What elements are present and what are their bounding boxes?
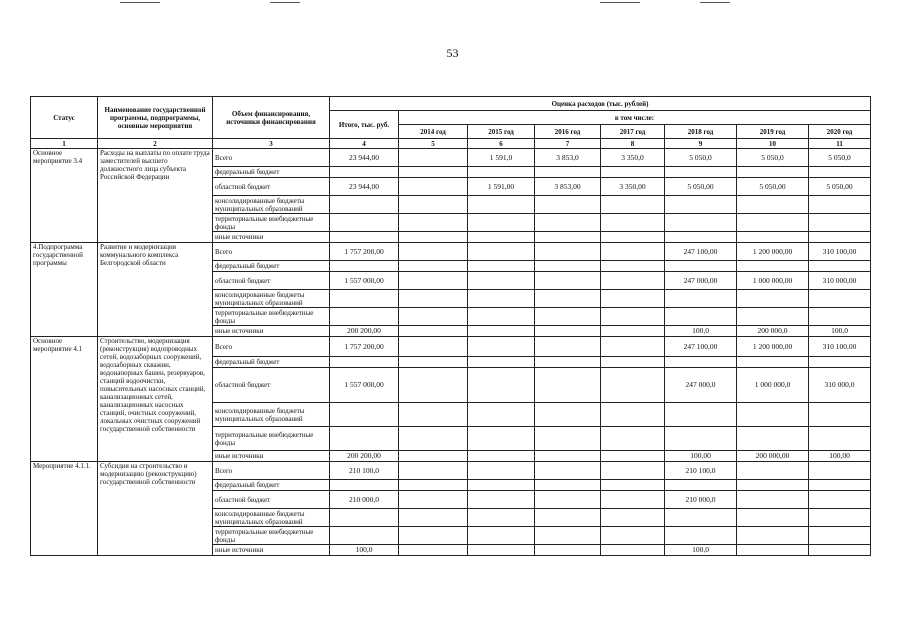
col-number: 9 [665, 139, 737, 149]
scan-edge-line [600, 2, 640, 3]
year-value [737, 214, 809, 232]
funding-source: иные источники [213, 545, 330, 556]
year-value [737, 167, 809, 178]
year-value [468, 196, 535, 214]
total-value [330, 290, 399, 308]
funding-source: иные источники [213, 232, 330, 243]
year-value: 210 100,0 [665, 462, 737, 480]
year-value [601, 167, 665, 178]
year-header: 2014 год [399, 125, 468, 139]
col-number: 1 [31, 139, 98, 149]
total-value [330, 167, 399, 178]
year-value [665, 261, 737, 272]
year-value: 100,0 [665, 326, 737, 337]
year-value: 310 000,00 [809, 272, 871, 290]
year-value: 210 000,0 [665, 491, 737, 509]
year-value: 100,0 [665, 545, 737, 556]
year-value: 247 100,00 [665, 337, 737, 357]
year-value [468, 232, 535, 243]
year-value [809, 480, 871, 491]
page-number: 53 [446, 46, 459, 60]
year-value [535, 527, 601, 545]
year-value [601, 261, 665, 272]
total-value [330, 214, 399, 232]
year-value [737, 491, 809, 509]
year-value [535, 427, 601, 451]
year-value [535, 509, 601, 527]
funding-source: федеральный бюджет [213, 480, 330, 491]
year-value [601, 509, 665, 527]
col-number: 7 [535, 139, 601, 149]
year-value [468, 326, 535, 337]
year-value [399, 509, 468, 527]
year-value [601, 480, 665, 491]
year-value [399, 368, 468, 403]
col-header-estimate: Оценка расходов (тыс. рублей) [330, 97, 871, 111]
funding-source: областной бюджет [213, 178, 330, 196]
year-value [809, 214, 871, 232]
funding-source: территориальные внебюджетные фонды [213, 308, 330, 326]
year-value [399, 357, 468, 368]
year-value [809, 261, 871, 272]
year-value [535, 308, 601, 326]
row-name: Строительство, модернизация (реконструкция) водопроводных сетей, водозаборных сооружений, водозаборных скважин, водонапорных башен, резервуаров, станций водоочистки, повысительных насосных станций, канализационных сетей, канализационных насосных станций, очистных сооружений, локальных очистных сооружений государственной собственности [98, 337, 213, 462]
total-value: 210 000,0 [330, 491, 399, 509]
year-value [468, 357, 535, 368]
year-value [601, 196, 665, 214]
year-header: 2020 год [809, 125, 871, 139]
funding-source: областной бюджет [213, 368, 330, 403]
year-value [399, 545, 468, 556]
year-value: 310 000,0 [809, 368, 871, 403]
funding-source: территориальные внебюджетные фонды [213, 427, 330, 451]
year-value: 5 050,0 [665, 149, 737, 167]
year-value [809, 509, 871, 527]
year-value [468, 527, 535, 545]
year-value: 247 000,0 [665, 368, 737, 403]
year-value [535, 196, 601, 214]
year-value [809, 357, 871, 368]
year-value [665, 509, 737, 527]
year-value [399, 232, 468, 243]
year-value: 200 000,00 [737, 451, 809, 462]
year-value: 247 100,00 [665, 243, 737, 261]
year-value [399, 178, 468, 196]
year-value: 1 000 000,0 [737, 368, 809, 403]
year-value [399, 261, 468, 272]
total-value [330, 509, 399, 527]
total-value: 1 557 000,00 [330, 272, 399, 290]
funding-source: консолидированные бюджеты муниципальных образований [213, 196, 330, 214]
year-value [737, 462, 809, 480]
year-value [737, 261, 809, 272]
year-value [468, 509, 535, 527]
funding-source: Всего [213, 337, 330, 357]
total-value: 200 200,00 [330, 326, 399, 337]
year-value [737, 290, 809, 308]
row-status: Основное мероприятие 3.4 [31, 149, 98, 243]
funding-source: Всего [213, 243, 330, 261]
year-value: 5 050,00 [737, 178, 809, 196]
year-value [809, 167, 871, 178]
col-number: 10 [737, 139, 809, 149]
year-value: 5 050,00 [809, 178, 871, 196]
year-value [737, 403, 809, 427]
year-value [601, 462, 665, 480]
year-value [535, 243, 601, 261]
total-value [330, 308, 399, 326]
year-header: 2019 год [737, 125, 809, 139]
year-value [535, 545, 601, 556]
year-value [665, 290, 737, 308]
row-name: Субсидия на строительство и модернизацию (реконструкцию) государственной собственности [98, 462, 213, 556]
year-value [468, 403, 535, 427]
year-value [601, 527, 665, 545]
year-value [399, 326, 468, 337]
year-value [809, 196, 871, 214]
year-value [468, 462, 535, 480]
year-value: 5 050,0 [809, 149, 871, 167]
total-value: 1 757 200,00 [330, 337, 399, 357]
year-value [535, 491, 601, 509]
year-value: 1 200 000,00 [737, 337, 809, 357]
year-value [399, 149, 468, 167]
total-value [330, 527, 399, 545]
year-value [468, 337, 535, 357]
total-value: 23 944,00 [330, 178, 399, 196]
col-number: 3 [213, 139, 330, 149]
year-value [601, 451, 665, 462]
year-value [601, 491, 665, 509]
total-value [330, 232, 399, 243]
scan-edge-line [700, 2, 730, 3]
year-value [809, 290, 871, 308]
funding-source: Всего [213, 462, 330, 480]
row-status: 4.Подпрограмма государственной программы [31, 243, 98, 337]
col-number: 6 [468, 139, 535, 149]
year-value: 310 100,00 [809, 337, 871, 357]
year-value [601, 427, 665, 451]
funding-source: территориальные внебюджетные фонды [213, 214, 330, 232]
col-header-including: в том числе: [399, 111, 871, 125]
col-header-status: Статус [31, 97, 98, 139]
year-value [737, 509, 809, 527]
year-value [468, 243, 535, 261]
year-value [665, 214, 737, 232]
col-number: 11 [809, 139, 871, 149]
year-value [468, 545, 535, 556]
total-value [330, 480, 399, 491]
year-value [737, 357, 809, 368]
year-value: 1 591,0 [468, 149, 535, 167]
year-value: 3 853,0 [535, 149, 601, 167]
year-value [601, 232, 665, 243]
year-value [399, 491, 468, 509]
year-value [737, 308, 809, 326]
year-value [468, 308, 535, 326]
funding-source: федеральный бюджет [213, 167, 330, 178]
funding-source: Всего [213, 149, 330, 167]
year-value [535, 167, 601, 178]
year-value [665, 357, 737, 368]
col-number: 8 [601, 139, 665, 149]
year-value [665, 196, 737, 214]
col-header-volume: Объем финансирования, источники финансирования [213, 97, 330, 139]
year-value [399, 480, 468, 491]
year-value [399, 290, 468, 308]
year-value [399, 214, 468, 232]
year-value [535, 403, 601, 427]
year-value [468, 290, 535, 308]
year-header: 2018 год [665, 125, 737, 139]
year-value [809, 403, 871, 427]
year-value [737, 527, 809, 545]
year-value [535, 214, 601, 232]
column-number-row [31, 139, 871, 149]
total-value [330, 357, 399, 368]
funding-source: федеральный бюджет [213, 357, 330, 368]
year-value: 100,00 [665, 451, 737, 462]
table-row [31, 337, 871, 357]
year-value [737, 232, 809, 243]
row-name: Расходы на выплаты по оплате труда заместителей высшего должностного лица субъекта Российской Федерации [98, 149, 213, 243]
year-value [809, 232, 871, 243]
year-value [601, 326, 665, 337]
scan-edge-line [120, 2, 160, 3]
year-value [809, 462, 871, 480]
year-value [399, 527, 468, 545]
year-value [399, 272, 468, 290]
year-value [468, 491, 535, 509]
year-value [468, 272, 535, 290]
year-header: 2015 год [468, 125, 535, 139]
year-value: 100,0 [809, 326, 871, 337]
year-value [809, 545, 871, 556]
expenditure-table [30, 96, 871, 556]
col-number: 2 [98, 139, 213, 149]
year-value [535, 451, 601, 462]
year-value [601, 272, 665, 290]
year-value [535, 272, 601, 290]
table-row [31, 149, 871, 167]
funding-source: консолидированные бюджеты муниципальных образований [213, 509, 330, 527]
year-value: 1 200 000,00 [737, 243, 809, 261]
funding-source: федеральный бюджет [213, 261, 330, 272]
year-value [535, 357, 601, 368]
year-value [399, 451, 468, 462]
year-header: 2017 год [601, 125, 665, 139]
year-value [665, 480, 737, 491]
year-value: 100,00 [809, 451, 871, 462]
year-value [601, 243, 665, 261]
year-value: 310 100,00 [809, 243, 871, 261]
year-value: 200 000,0 [737, 326, 809, 337]
year-value [535, 326, 601, 337]
row-name: Развитие и модернизация коммунального комплекса Белгородской области [98, 243, 213, 337]
total-value: 210 100,0 [330, 462, 399, 480]
col-header-total: Итого, тыс. руб. [330, 111, 399, 139]
year-value [665, 167, 737, 178]
year-value [737, 427, 809, 451]
col-number: 5 [399, 139, 468, 149]
year-value [601, 290, 665, 308]
year-value: 247 000,00 [665, 272, 737, 290]
year-value: 3 350,00 [601, 178, 665, 196]
year-value [399, 196, 468, 214]
funding-source: консолидированные бюджеты муниципальных образований [213, 290, 330, 308]
total-value: 23 944,00 [330, 149, 399, 167]
year-value [399, 462, 468, 480]
year-value [468, 427, 535, 451]
funding-source: территориальные внебюджетные фонды [213, 527, 330, 545]
year-header: 2016 год [535, 125, 601, 139]
year-value [468, 261, 535, 272]
total-value: 100,0 [330, 545, 399, 556]
year-value [601, 308, 665, 326]
year-value [535, 337, 601, 357]
year-value [809, 308, 871, 326]
year-value [601, 337, 665, 357]
year-value [601, 403, 665, 427]
scan-edge-line [270, 2, 300, 3]
table-row [31, 243, 871, 261]
total-value: 1 757 200,00 [330, 243, 399, 261]
table-row [31, 462, 871, 480]
year-value [535, 232, 601, 243]
col-header-name: Наименование государственной программы, подпрограммы, основные мероприятия [98, 97, 213, 139]
year-value [601, 545, 665, 556]
year-value [468, 451, 535, 462]
total-value [330, 427, 399, 451]
year-value [468, 480, 535, 491]
year-value [399, 337, 468, 357]
year-value: 3 853,00 [535, 178, 601, 196]
total-value [330, 196, 399, 214]
funding-source: консолидированные бюджеты муниципальных образований [213, 403, 330, 427]
year-value [535, 480, 601, 491]
year-value [535, 462, 601, 480]
year-value [468, 167, 535, 178]
year-value [399, 308, 468, 326]
year-value [809, 527, 871, 545]
year-value [535, 261, 601, 272]
year-value [535, 290, 601, 308]
year-value: 5 050,00 [665, 178, 737, 196]
year-value [535, 368, 601, 403]
funding-source: иные источники [213, 326, 330, 337]
year-value [468, 214, 535, 232]
year-value [665, 427, 737, 451]
year-value [399, 167, 468, 178]
year-value [601, 214, 665, 232]
year-value [737, 545, 809, 556]
year-value [809, 491, 871, 509]
row-status: Мероприятие 4.1.1. [31, 462, 98, 556]
total-value [330, 403, 399, 427]
funding-source: областной бюджет [213, 272, 330, 290]
year-value [809, 427, 871, 451]
year-value [737, 480, 809, 491]
year-value [601, 368, 665, 403]
year-value [665, 403, 737, 427]
year-value [468, 368, 535, 403]
year-value [737, 196, 809, 214]
funding-source: иные источники [213, 451, 330, 462]
year-value [601, 357, 665, 368]
table-body [31, 149, 871, 556]
funding-source: областной бюджет [213, 491, 330, 509]
year-value: 5 050,0 [737, 149, 809, 167]
year-value [399, 243, 468, 261]
total-value [330, 261, 399, 272]
col-number: 4 [330, 139, 399, 149]
total-value: 1 557 000,00 [330, 368, 399, 403]
year-value [665, 232, 737, 243]
row-status: Основное мероприятие 4.1 [31, 337, 98, 462]
year-value: 1 591,00 [468, 178, 535, 196]
year-value [665, 527, 737, 545]
year-value [399, 403, 468, 427]
year-value: 3 350,0 [601, 149, 665, 167]
year-value [665, 308, 737, 326]
year-value [399, 427, 468, 451]
year-value: 1 000 000,00 [737, 272, 809, 290]
total-value: 200 200,00 [330, 451, 399, 462]
